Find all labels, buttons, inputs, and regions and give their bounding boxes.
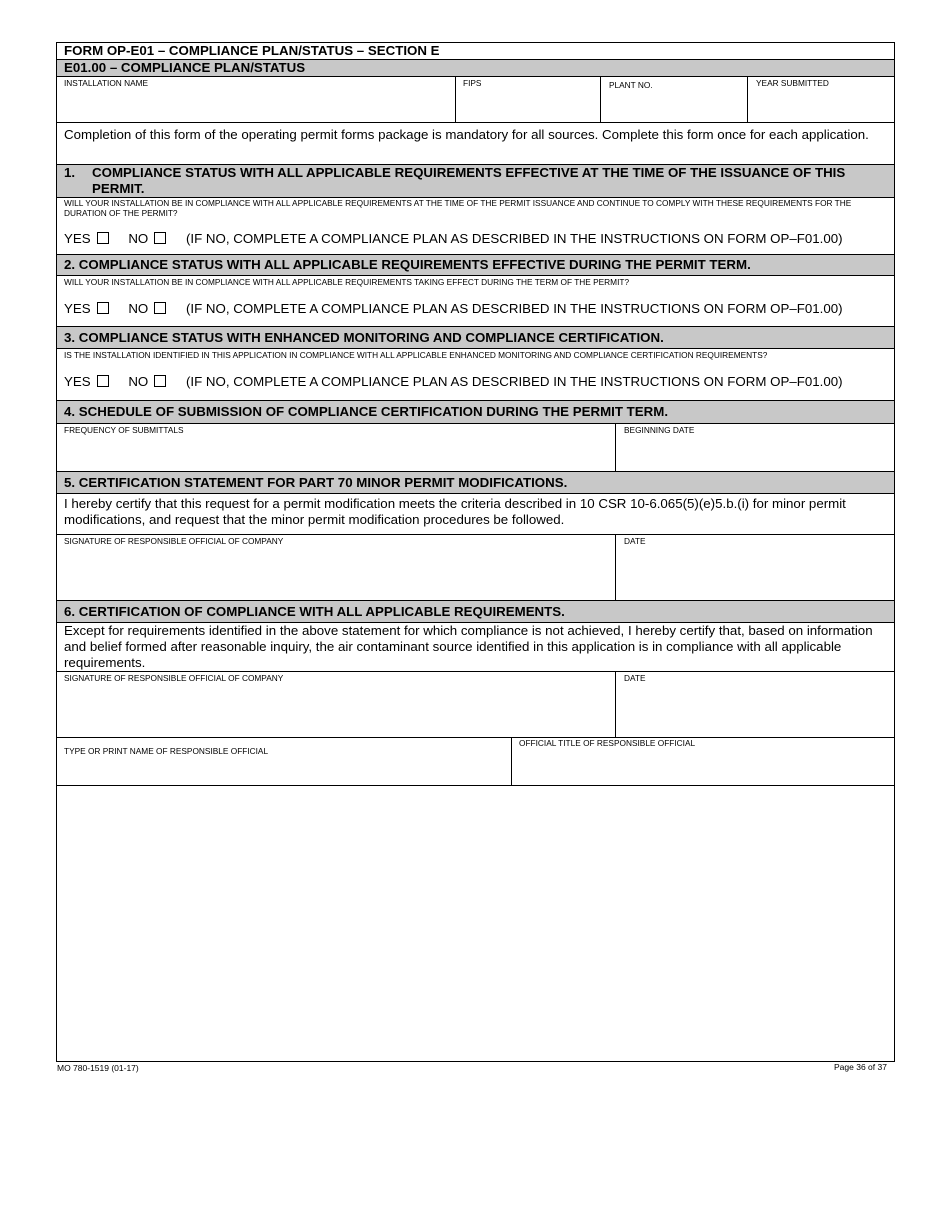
no-label: NO: [128, 374, 149, 389]
section-1-no-checkbox[interactable]: [154, 232, 166, 244]
form-title-row: [57, 43, 894, 60]
section-6-signature-row: [57, 672, 894, 738]
form-number: MO 780-1519 (01-17): [57, 1063, 139, 1073]
yes-label: YES: [64, 374, 91, 389]
section-3-header: [57, 327, 894, 349]
official-title-field[interactable]: [512, 738, 894, 785]
section-1-header: [57, 165, 894, 198]
fips-field[interactable]: [456, 77, 600, 122]
yes-label: YES: [64, 301, 91, 316]
section-5-heading: 5. CERTIFICATION STATEMENT FOR PART 70 MINOR PERMIT MODIFICATIONS.: [64, 475, 568, 490]
section-2-answer: [64, 301, 843, 317]
form-subtitle: E01.00 – COMPLIANCE PLAN/STATUS: [64, 60, 306, 75]
section-6-date-label: DATE: [624, 673, 646, 683]
section-5-date-label: DATE: [624, 536, 646, 546]
plant-no-field[interactable]: [601, 77, 747, 122]
page-number: Page 36 of 37: [834, 1062, 887, 1072]
installation-name-label: INSTALLATION NAME: [64, 78, 149, 88]
print-name-field[interactable]: [57, 738, 511, 785]
section-2-no-checkbox[interactable]: [154, 302, 166, 314]
beginning-date-field[interactable]: [616, 424, 894, 471]
section-2-heading: 2. COMPLIANCE STATUS WITH ALL APPLICABLE REQUIREMENTS EFFECTIVE DURING THE PERMIT TERM.: [64, 257, 751, 272]
beginning-date-label: BEGINNING DATE: [624, 425, 695, 435]
section-1-heading: COMPLIANCE STATUS WITH ALL APPLICABLE REQUIREMENTS EFFECTIVE AT THE TIME OF THE ISSUANCE OF THIS PERMIT.: [92, 165, 846, 196]
frequency-label: FREQUENCY OF SUBMITTALS: [64, 425, 184, 435]
section-5-statement: I hereby certify that this request for a permit modification meets the criteria described in 10 CSR 10-6.065(5)(e)5.b.(i) for minor permit modifications, and request that the minor permit modification procedures be followed.: [64, 496, 846, 527]
section-1-yes-checkbox[interactable]: [97, 232, 109, 244]
plan-note: (IF NO, COMPLETE A COMPLIANCE PLAN AS DESCRIBED IN THE INSTRUCTIONS ON FORM OP–F01.00): [185, 231, 843, 246]
plant-no-label: PLANT NO.: [609, 80, 653, 90]
section-2-yes-checkbox[interactable]: [97, 302, 109, 314]
section-6-date-field[interactable]: [616, 672, 894, 737]
section-2-body: [57, 276, 894, 327]
section-3-no-checkbox[interactable]: [154, 375, 166, 387]
plan-note: (IF NO, COMPLETE A COMPLIANCE PLAN AS DESCRIBED IN THE INSTRUCTIONS ON FORM OP–F01.00): [185, 301, 843, 316]
section-5-date-field[interactable]: [616, 535, 894, 600]
intro-row: [57, 123, 894, 165]
section-6-statement-row: [57, 623, 894, 672]
installation-name-field[interactable]: [57, 77, 455, 122]
section-6-signature-label: SIGNATURE OF RESPONSIBLE OFFICIAL OF COMPANY: [64, 673, 284, 683]
section-6-heading: 6. CERTIFICATION OF COMPLIANCE WITH ALL APPLICABLE REQUIREMENTS.: [64, 604, 565, 619]
section-1-question: WILL YOUR INSTALLATION BE IN COMPLIANCE WITH ALL APPLICABLE REQUIREMENTS AT THE TIME OF THE PERMIT ISSUANCE AND CONTINUE TO COMPLY WITH THESE REQUIREMENTS FOR THE DURATION OF THE PERMIT?: [64, 198, 852, 218]
section-4-heading: 4. SCHEDULE OF SUBMISSION OF COMPLIANCE CERTIFICATION DURING THE PERMIT TERM.: [64, 404, 669, 419]
section-6-signature-field[interactable]: [57, 672, 615, 737]
section-5-signature-label: SIGNATURE OF RESPONSIBLE OFFICIAL OF COMPANY: [64, 536, 284, 546]
plan-note: (IF NO, COMPLETE A COMPLIANCE PLAN AS DESCRIBED IN THE INSTRUCTIONS ON FORM OP–F01.00): [185, 374, 843, 389]
section-6-statement: Except for requirements identified in the above statement for which compliance is not achieved, I hereby certify that, based on information and belief formed after reasonable inquiry, the air contaminant source identified in this application is in compliance with all applicable requirements.: [64, 623, 873, 670]
section-5-header: [57, 472, 894, 494]
yes-label: YES: [64, 231, 91, 246]
no-label: NO: [128, 231, 149, 246]
section-2-question: WILL YOUR INSTALLATION BE IN COMPLIANCE WITH ALL APPLICABLE REQUIREMENTS TAKING EFFECT DURING THE TERM OF THE PERMIT?: [64, 277, 630, 287]
print-name-label: TYPE OR PRINT NAME OF RESPONSIBLE OFFICIAL: [64, 746, 269, 756]
section-3-body: [57, 349, 894, 401]
form-title: FORM OP-E01 – COMPLIANCE PLAN/STATUS – SECTION E: [64, 43, 440, 58]
section-1-answer: [64, 231, 843, 247]
intro-text: Completion of this form of the operating permit forms package is mandatory for all sources. Complete this form once for each application.: [64, 127, 869, 142]
section-4-body: [57, 424, 894, 472]
official-title-label: OFFICIAL TITLE OF RESPONSIBLE OFFICIAL: [519, 738, 696, 748]
section-2-header: [57, 255, 894, 276]
section-6-header: [57, 601, 894, 623]
no-label: NO: [128, 301, 149, 316]
section-3-question: IS THE INSTALLATION IDENTIFIED IN THIS APPLICATION IN COMPLIANCE WITH ALL APPLICABLE ENHANCED MONITORING AND COMPLIANCE CERTIFICATION REQUIREMENTS?: [64, 350, 768, 360]
section-3-answer: [64, 374, 843, 390]
section-4-header: [57, 401, 894, 424]
fips-label: FIPS: [463, 78, 482, 88]
compliance-form: [56, 42, 895, 1062]
section-3-heading: 3. COMPLIANCE STATUS WITH ENHANCED MONITORING AND COMPLIANCE CERTIFICATION.: [64, 330, 664, 345]
section-3-yes-checkbox[interactable]: [97, 375, 109, 387]
section-5-signature-row: [57, 535, 894, 601]
frequency-field[interactable]: [57, 424, 615, 471]
section-5-statement-row: [57, 494, 894, 535]
section-1-body: [57, 198, 894, 255]
section-5-signature-field[interactable]: [57, 535, 615, 600]
top-fields-row: [57, 77, 894, 123]
year-submitted-field[interactable]: [748, 77, 894, 122]
year-submitted-label: YEAR SUBMITTED: [756, 78, 829, 88]
section-6-name-row: [57, 738, 894, 786]
form-subtitle-row: [57, 60, 894, 77]
section-1-number: 1.: [64, 165, 76, 180]
